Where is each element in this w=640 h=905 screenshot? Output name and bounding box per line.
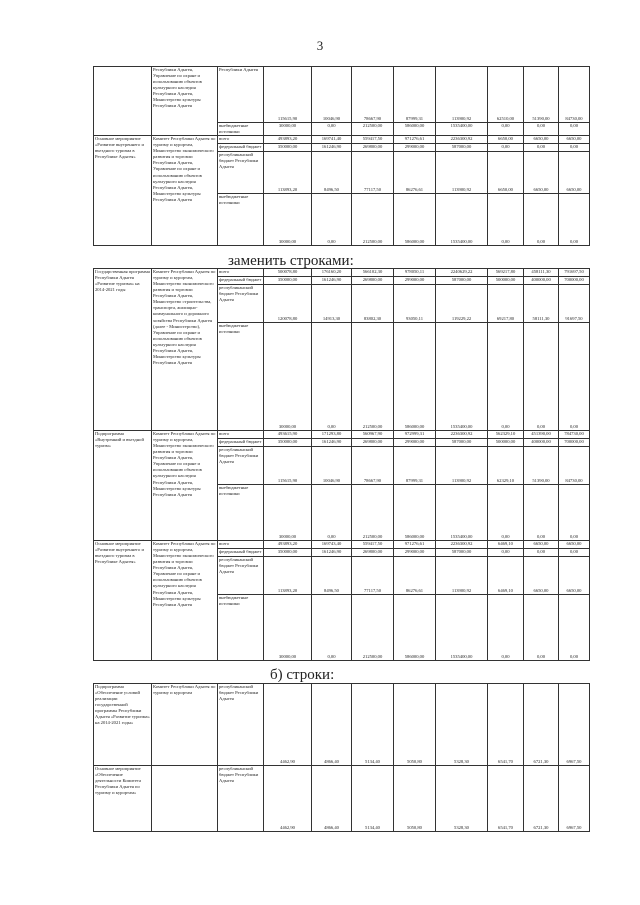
funding-source-cell: внебюджетные источники (218, 595, 264, 661)
amount-cell: 87999,31 (394, 67, 436, 123)
executor-cell: Комитет Республики Адыгея по туризму и курортам, Министерство экономического развития и торговли Республики Адыгея, Управление по охране и использованию объектов культурного наследия Республики Адыгея, Министерство культуры Республики Адыгея (152, 136, 218, 246)
table-row (94, 269, 590, 277)
amount-cell: 2236300,92 (436, 431, 488, 439)
program-name-cell: Подпрограмма «Обеспечение условий реализации государственной программы Республики Адыгея «Развитие туризма» на 2014-2021 годы» (94, 684, 152, 766)
amount-cell: 0,00 (488, 549, 524, 557)
funding-source-cell: федеральный бюджет (218, 549, 264, 557)
amount-cell: 30000,00 (264, 194, 312, 246)
amount-cell: 400000,00 (524, 277, 559, 285)
amount-cell: 161246,90 (312, 277, 352, 285)
amount-cell: 1535400,00 (436, 194, 488, 246)
amount-cell: 971276,61 (394, 136, 436, 144)
amount-cell: 269800,00 (352, 549, 394, 557)
amount-cell: 0,00 (524, 485, 559, 541)
amount-cell: 93050,11 (394, 285, 436, 323)
amount-cell: 6721,30 (524, 766, 559, 832)
table-row (94, 431, 590, 439)
amount-cell: 8496,50 (312, 557, 352, 595)
amount-cell: 500078,80 (264, 269, 312, 277)
amount-cell: 6469,10 (488, 557, 524, 595)
program-name-cell: Государственная программа Республики Адыгея «Развитие туризма» на 2014-2021 годы (94, 269, 152, 431)
funding-source-cell: всего (218, 431, 264, 439)
amount-cell: 14913,30 (312, 285, 352, 323)
page-number: 3 (316, 38, 324, 53)
amount-cell: 978050,11 (394, 269, 436, 277)
amount-cell: 51390,00 (524, 67, 559, 123)
amount-cell: 6650,00 (559, 152, 590, 194)
amount-cell: 77117,50 (352, 557, 394, 595)
program-name-cell: Основное мероприятие «Обеспечение деятельности Комитета Республики Адыгея по туризму и курортам» (94, 766, 152, 832)
amount-cell: 0,00 (488, 323, 524, 431)
amount-cell: 269800,00 (352, 144, 394, 152)
amount-cell: 5328,30 (436, 766, 488, 832)
amount-cell: 212500,00 (352, 194, 394, 246)
amount-cell: 113900,92 (436, 67, 488, 123)
amount-cell: 69217,80 (488, 285, 524, 323)
amount-cell: 500000,00 (488, 439, 524, 447)
table-row (94, 766, 590, 832)
amount-cell: 10046,90 (312, 67, 352, 123)
amount-cell: 299000,00 (394, 549, 436, 557)
amount-cell: 78667,90 (352, 447, 394, 485)
amount-cell: 78667,90 (352, 67, 394, 123)
amount-cell: 120078,80 (264, 285, 312, 323)
amount-cell: 500000,00 (488, 277, 524, 285)
amount-cell: 0,00 (524, 123, 559, 136)
amount-cell: 0,00 (312, 595, 352, 661)
amount-cell: 586000,00 (394, 323, 436, 431)
amount-cell: 1535400,00 (436, 595, 488, 661)
amount-cell: 176160,20 (312, 269, 352, 277)
amount-cell: 212500,00 (352, 123, 394, 136)
amount-cell: 10046,90 (312, 447, 352, 485)
amount-cell: 350000,00 (264, 439, 312, 447)
amount-cell: 6541,70 (488, 684, 524, 766)
program-name-cell: Основное мероприятие «Развитие внутреннего и въездного туризма в Республике Адыгея» (94, 541, 152, 661)
amount-cell: 83802,30 (352, 285, 394, 323)
table-middle (93, 268, 590, 661)
amount-cell: 6650,00 (524, 541, 559, 549)
heading-b: б) строки: (270, 667, 335, 683)
amount-cell: 30000,00 (264, 595, 312, 661)
amount-cell: 0,00 (524, 595, 559, 661)
amount-cell: 0,00 (559, 485, 590, 541)
funding-source-cell: всего (218, 269, 264, 277)
amount-cell: 4866,40 (312, 766, 352, 832)
amount-cell: 5134,40 (352, 766, 394, 832)
amount-cell: 972999,31 (394, 431, 436, 439)
amount-cell: 113893,20 (264, 557, 312, 595)
program-name-cell: Основное мероприятие «Развитие внутреннего и въездного туризма в Республике Адыгея» (94, 136, 152, 246)
funding-source-cell: внебюджетные источники (218, 194, 264, 246)
amount-cell: 566102,30 (352, 269, 394, 277)
funding-source-cell: федеральный бюджет (218, 439, 264, 447)
amount-cell: 0,00 (524, 549, 559, 557)
amount-cell: 6650,00 (559, 541, 590, 549)
amount-cell: 586000,00 (394, 485, 436, 541)
amount-cell: 91697,50 (559, 285, 590, 323)
amount-cell: 77117,50 (352, 152, 394, 194)
funding-source-cell: федеральный бюджет (218, 144, 264, 152)
amount-cell: 586000,00 (394, 123, 436, 136)
amount-cell: 30000,00 (264, 485, 312, 541)
amount-cell: 5050,80 (394, 766, 436, 832)
amount-cell: 458111,30 (524, 269, 559, 277)
amount-cell: 5328,30 (436, 684, 488, 766)
funding-source-cell: всего (218, 541, 264, 549)
amount-cell: 2240629,22 (436, 269, 488, 277)
amount-cell: 212500,00 (352, 595, 394, 661)
amount-cell: 6650,00 (524, 136, 559, 144)
amount-cell: 115615,90 (264, 67, 312, 123)
amount-cell: 113900,92 (436, 152, 488, 194)
funding-source-cell: внебюджетные источники (218, 485, 264, 541)
amount-cell: 58111,30 (524, 285, 559, 323)
funding-source-cell: республиканский бюджет Республики Адыгея (218, 684, 264, 766)
amount-cell: 6650,00 (488, 152, 524, 194)
funding-source-cell: внебюджетные источники (218, 123, 264, 136)
amount-cell: 171293,80 (312, 431, 352, 439)
amount-cell: 62510,00 (488, 67, 524, 123)
amount-cell: 350000,00 (264, 549, 312, 557)
amount-cell: 84730,00 (559, 67, 590, 123)
amount-cell: 115615,90 (264, 447, 312, 485)
amount-cell: 0,00 (312, 123, 352, 136)
amount-cell: 4462,90 (264, 766, 312, 832)
amount-cell: 84730,00 (559, 447, 590, 485)
amount-cell: 586000,00 (394, 194, 436, 246)
amount-cell: 6650,00 (524, 557, 559, 595)
amount-cell: 0,00 (559, 194, 590, 246)
executor-cell: Комитет Республики Адыгея по туризму и курортам, Министерство экономического развития и торговли Республики Адыгея, Министерство строительства, транспорта, жилищно-коммунального и дорожного хозяйства Республики Адыгея (далее - Министерство), Управление по охране и использованию объектов культурного наследия Республики Адыгея, Министерство культуры Республики Адыгея (152, 269, 218, 431)
amount-cell: 1535400,00 (436, 323, 488, 431)
amount-cell: 269800,00 (352, 277, 394, 285)
amount-cell: 0,00 (312, 485, 352, 541)
table-top (93, 66, 590, 246)
executor-cell: Комитет Республики Адыгея по туризму и курортам, Министерство экономического развития и торговли Республики Адыгея, Управление по охране и использованию объектов культурного наследия Республики Адыгея, Министерство культуры Республики Адыгея (152, 541, 218, 661)
amount-cell: 0,00 (488, 144, 524, 152)
amount-cell: 4866,40 (312, 684, 352, 766)
amount-cell: 559417,50 (352, 541, 394, 549)
amount-cell: 6650,00 (488, 136, 524, 144)
amount-cell: 169743,40 (312, 541, 352, 549)
table-bottom (93, 683, 590, 832)
amount-cell: 493893,20 (264, 541, 312, 549)
amount-cell: 791697,50 (559, 269, 590, 277)
amount-cell: 113893,20 (264, 152, 312, 194)
funding-source-cell: республиканский бюджет Республики Адыгея (218, 447, 264, 485)
amount-cell: 0,00 (559, 595, 590, 661)
amount-cell: 2236300,92 (436, 541, 488, 549)
executor-cell: Комитет Республики Адыгея по туризму и курортам, Министерство экономического развития и торговли Республики Адыгея, Управление по охране и использованию объектов культурного наследия Республики Адыгея, Министерство культуры Республики Адыгея (152, 431, 218, 541)
amount-cell: 559417,50 (352, 136, 394, 144)
amount-cell: 87999,31 (394, 447, 436, 485)
amount-cell: 8496,50 (312, 152, 352, 194)
amount-cell: 6541,70 (488, 766, 524, 832)
amount-cell: 212500,00 (352, 323, 394, 431)
amount-cell: 0,00 (524, 323, 559, 431)
amount-cell: 400000,00 (524, 439, 559, 447)
amount-cell: 161246,90 (312, 439, 352, 447)
heading-replace: заменить строками: (228, 253, 354, 269)
table-row (94, 541, 590, 549)
amount-cell: 30000,00 (264, 123, 312, 136)
amount-cell: 6650,00 (559, 557, 590, 595)
amount-cell: 0,00 (559, 144, 590, 152)
amount-cell: 212500,00 (352, 485, 394, 541)
amount-cell: 587000,00 (436, 144, 488, 152)
amount-cell: 587000,00 (436, 277, 488, 285)
amount-cell: 5134,40 (352, 684, 394, 766)
amount-cell: 30000,00 (264, 323, 312, 431)
funding-source-cell: республиканский бюджет Республики Адыгея (218, 285, 264, 323)
amount-cell: 86276,61 (394, 557, 436, 595)
amount-cell: 6967,50 (559, 684, 590, 766)
amount-cell: 299000,00 (394, 439, 436, 447)
amount-cell: 269800,00 (352, 439, 394, 447)
amount-cell: 586000,00 (394, 595, 436, 661)
table-row (94, 67, 590, 123)
amount-cell: 971276,61 (394, 541, 436, 549)
amount-cell: 784730,00 (559, 431, 590, 439)
amount-cell: 5050,80 (394, 684, 436, 766)
amount-cell: 0,00 (312, 194, 352, 246)
amount-cell: 6650,00 (524, 152, 559, 194)
amount-cell: 0,00 (559, 549, 590, 557)
amount-cell: 0,00 (488, 194, 524, 246)
amount-cell: 493615,90 (264, 431, 312, 439)
amount-cell: 113900,92 (436, 447, 488, 485)
funding-source-cell: Республики Адыгея (218, 67, 264, 123)
amount-cell: 6650,00 (559, 136, 590, 144)
program-name-cell: Подпрограмма «Внутренний и въездной туризм» (94, 431, 152, 541)
funding-source-cell: федеральный бюджет (218, 277, 264, 285)
amount-cell: 86276,61 (394, 152, 436, 194)
amount-cell: 299000,00 (394, 277, 436, 285)
amount-cell: 161246,90 (312, 144, 352, 152)
amount-cell: 6469,10 (488, 541, 524, 549)
amount-cell: 62329,10 (488, 447, 524, 485)
table-row (94, 684, 590, 766)
amount-cell: 0,00 (488, 485, 524, 541)
amount-cell: 0,00 (488, 123, 524, 136)
amount-cell: 700000,00 (559, 277, 590, 285)
amount-cell: 587000,00 (436, 549, 488, 557)
amount-cell: 0,00 (312, 323, 352, 431)
amount-cell: 493893,20 (264, 136, 312, 144)
funding-source-cell: республиканский бюджет Республики Адыгея (218, 152, 264, 194)
amount-cell: 1535400,00 (436, 123, 488, 136)
amount-cell: 0,00 (488, 595, 524, 661)
amount-cell: 169741,40 (312, 136, 352, 144)
amount-cell: 0,00 (559, 323, 590, 431)
program-name-cell (94, 67, 152, 136)
funding-source-cell: республиканский бюджет Республики Адыгея (218, 766, 264, 832)
amount-cell: 0,00 (524, 194, 559, 246)
executor-cell: Республики Адыгея, Управление по охране и использованию объектов культурного наследия Республики Адыгея, Министерство культуры Республики Адыгея (152, 67, 218, 136)
amount-cell: 6967,50 (559, 766, 590, 832)
table-row (94, 136, 590, 144)
amount-cell: 1535400,00 (436, 485, 488, 541)
amount-cell: 451390,00 (524, 431, 559, 439)
amount-cell: 51390,00 (524, 447, 559, 485)
amount-cell: 350000,00 (264, 277, 312, 285)
amount-cell: 299000,00 (394, 144, 436, 152)
amount-cell: 0,00 (524, 144, 559, 152)
funding-source-cell: республиканский бюджет Республики Адыгея (218, 557, 264, 595)
amount-cell: 569217,80 (488, 269, 524, 277)
amount-cell: 119229,22 (436, 285, 488, 323)
amount-cell: 560967,90 (352, 431, 394, 439)
amount-cell: 700000,00 (559, 439, 590, 447)
amount-cell: 4462,90 (264, 684, 312, 766)
amount-cell: 0,00 (559, 123, 590, 136)
amount-cell: 562329,10 (488, 431, 524, 439)
amount-cell: 6721,30 (524, 684, 559, 766)
funding-source-cell: внебюджетные источники (218, 323, 264, 431)
amount-cell: 161246,90 (312, 549, 352, 557)
funding-source-cell: всего (218, 136, 264, 144)
amount-cell: 113900,92 (436, 557, 488, 595)
executor-cell (152, 766, 218, 832)
executor-cell: Комитет Республики Адыгея по туризму и курортам (152, 684, 218, 766)
amount-cell: 350000,00 (264, 144, 312, 152)
amount-cell: 587000,00 (436, 439, 488, 447)
amount-cell: 2236300,92 (436, 136, 488, 144)
